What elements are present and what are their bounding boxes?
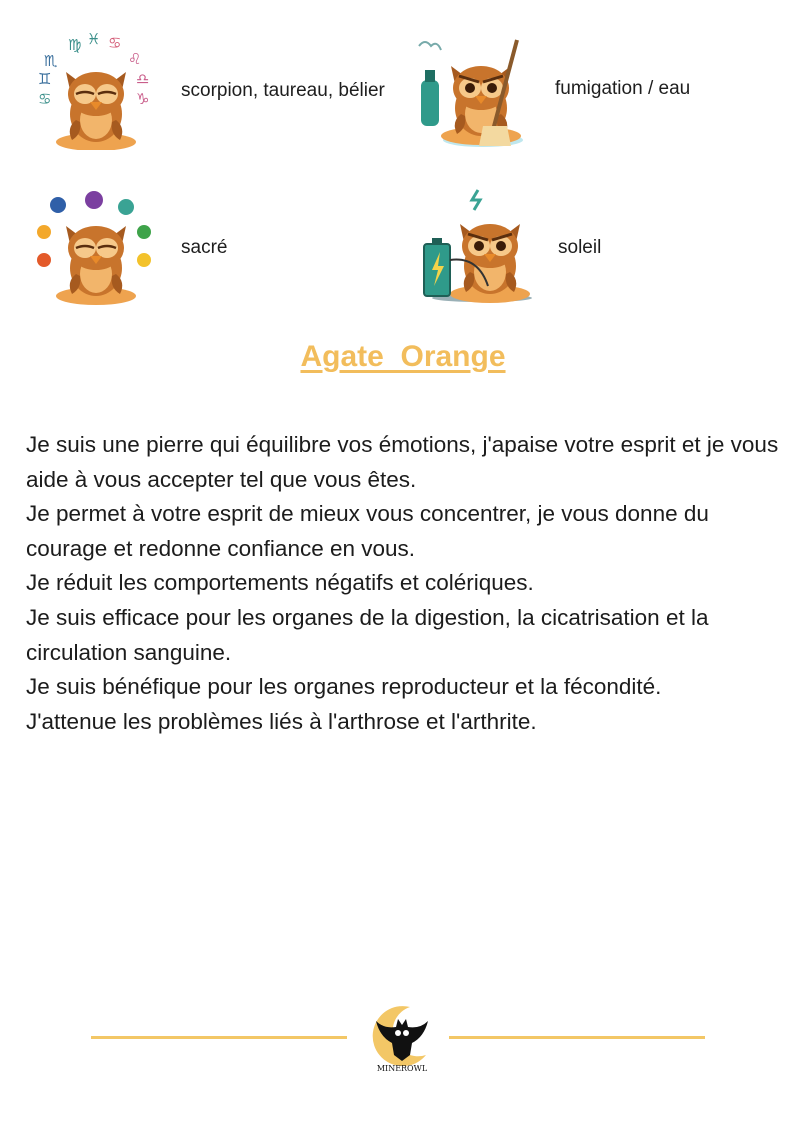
footer-divider-right bbox=[449, 1036, 705, 1039]
cleaning-owl-icon bbox=[413, 34, 533, 150]
property-label: soleil bbox=[558, 237, 602, 258]
description-line: Je permet à votre esprit de mieux vous concentrer, je vous donne du courage et redonne confiance en vous. bbox=[26, 501, 709, 561]
battery-owl-icon bbox=[418, 186, 538, 306]
zodiac-glyph: ♋ bbox=[108, 35, 122, 52]
zodiac-glyph: ♊ bbox=[38, 71, 52, 88]
description-line: J'attenue les problèmes liés à l'arthrose et l'arthrite. bbox=[26, 708, 537, 734]
logo-text: MINEROWL bbox=[376, 1064, 428, 1073]
zodiac-owl-icon bbox=[32, 30, 160, 150]
chakra-owl-icon bbox=[32, 188, 160, 306]
description-line: Je suis efficace pour les organes de la digestion, la cicatrisation et la circulation sanguine. bbox=[26, 604, 709, 665]
zodiac-glyph: ♑ bbox=[136, 91, 150, 108]
property-label: scorpion, taureau, bélier bbox=[181, 80, 385, 101]
minerowl-logo-icon bbox=[370, 1003, 434, 1075]
description-line: Je réduit les comportements négatifs et colériques. bbox=[26, 570, 534, 596]
property-label: fumigation / eau bbox=[555, 78, 691, 99]
zodiac-glyph: ♋ bbox=[38, 91, 52, 108]
zodiac-glyph: ♌ bbox=[128, 51, 142, 68]
zodiac-glyph: ♎ bbox=[136, 71, 150, 88]
zodiac-glyph: ♏ bbox=[44, 53, 58, 70]
description-line: Je suis bénéfique pour les organes reproducteur et la fécondité. bbox=[26, 674, 662, 700]
property-label: sacré bbox=[181, 237, 228, 258]
zodiac-glyph: ♍ bbox=[68, 37, 82, 54]
footer-divider-left bbox=[91, 1036, 347, 1039]
description bbox=[26, 428, 796, 739]
description-line: Je suis une pierre qui équilibre vos émotions, j'apaise votre esprit et je vous aide à vous accepter tel que vous êtes. bbox=[26, 432, 779, 492]
zodiac-glyph: ♓ bbox=[87, 31, 101, 48]
page-title: Agate Orange bbox=[300, 340, 506, 373]
